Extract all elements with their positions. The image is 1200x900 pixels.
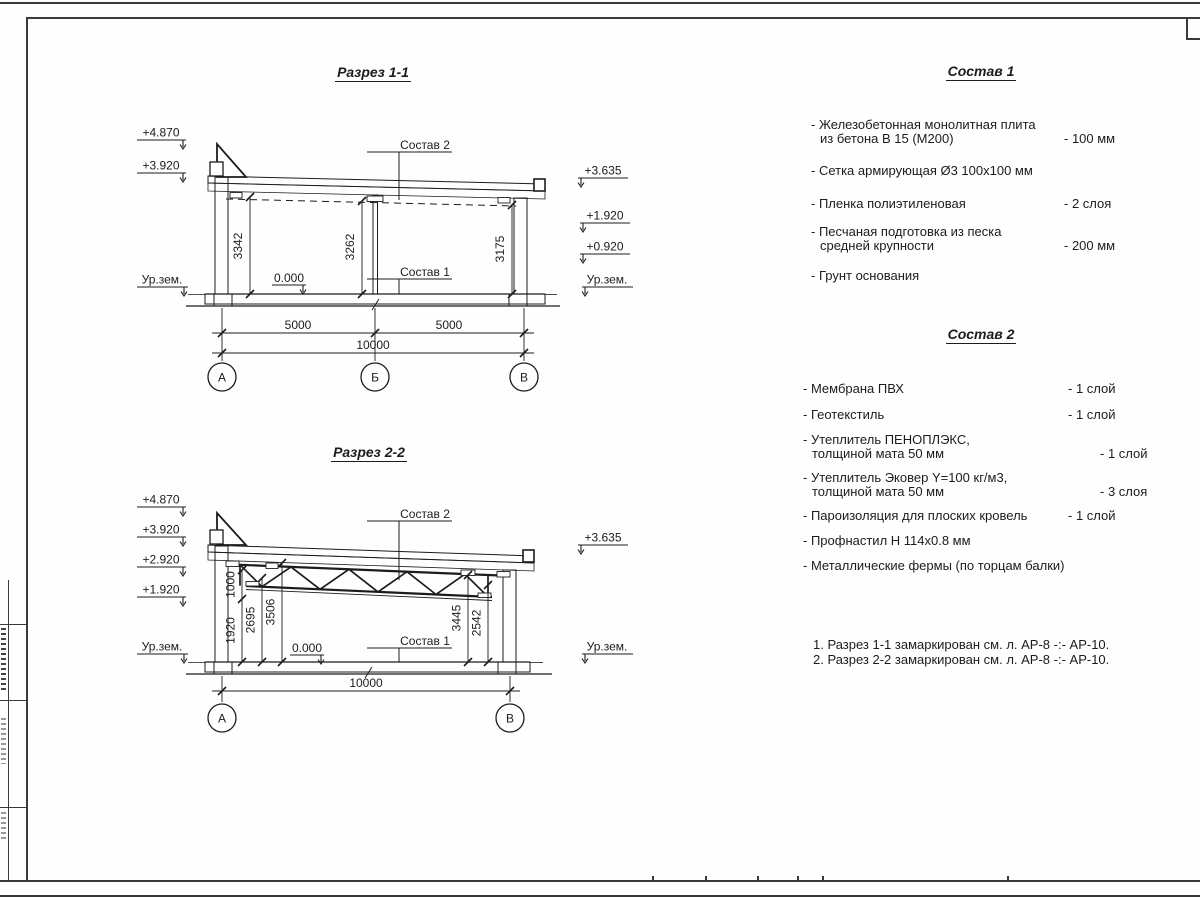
spec1-title: Состав 1 [947, 63, 1015, 79]
stamp-cell-line-3 [0, 807, 26, 808]
spec-item-qty: - 1 слой [1068, 508, 1116, 523]
spec-item-qty: - 1 слой [1068, 381, 1116, 396]
elevation-label: +3.635 [584, 530, 622, 545]
s2-dim-2542: 2542 [469, 609, 484, 637]
spec-item-qty: - 3 слоя [1100, 484, 1148, 499]
titleblock-tick [757, 876, 759, 881]
elevation-label: +1.920 [142, 582, 180, 597]
spec-item-text: - Утеплитель ПЕНОПЛЭКС, [803, 432, 970, 447]
note-line-1: 1. Разрез 1-1 замаркирован см. л. АР-8 -:- АР-10. [813, 637, 1110, 652]
s2-zero-level: 0.000 [291, 641, 323, 655]
stamp-cell-line-2 [0, 700, 26, 701]
s2-leader-floor-label: Состав 1 [400, 634, 450, 648]
s2-elevation-marks [137, 493, 633, 664]
section-1-title: Разрез 1-1 [337, 64, 409, 80]
spec-item-text: толщиной мата 50 мм [812, 446, 945, 461]
ground-level-label: Ур.зем. [586, 639, 628, 654]
spec-item-text: - Геотекстиль [803, 407, 885, 422]
axis-label-a: А [217, 711, 227, 726]
spec-item-text: - Профнастил Н 114х0.8 мм [803, 533, 971, 548]
corner-box-left [1186, 17, 1188, 39]
elevation-label: +4.870 [142, 125, 180, 140]
elevation-label: +3.635 [584, 163, 622, 178]
s1-dim-3175: 3175 [493, 235, 507, 263]
s2-dim-10000: 10000 [349, 676, 383, 690]
s1-leader-roof-label: Состав 2 [400, 138, 450, 152]
s1-leader-floor-label: Состав 1 [400, 265, 450, 279]
ground-level-label: Ур.зем. [141, 272, 183, 287]
elevation-label: +0.920 [586, 239, 624, 254]
axis-label-a: А [217, 370, 227, 385]
spec-item-text: - Железобетонная монолитная плита [811, 117, 1036, 132]
spec-item-text: - Металлические фермы (по торцам балки) [803, 558, 1065, 573]
spec-item-text: - Песчаная подготовка из песка [811, 224, 1002, 239]
stamp-vertical-text-sliver [1, 812, 6, 842]
spec-item-text: - Пленка полиэтиленовая [811, 196, 966, 211]
s2-structure [186, 513, 552, 678]
s2-axis-bubbles [208, 704, 524, 732]
spec-item-qty: - 100 мм [1064, 131, 1116, 146]
s2-truss [223, 561, 510, 601]
section-2-drawing [125, 430, 675, 740]
s2-dim-1000: 1000 [223, 571, 238, 598]
paper-bottom-edge [0, 895, 1200, 897]
stamp-cell-line-1 [0, 624, 26, 625]
titleblock-tick [822, 876, 824, 881]
elevation-label: +4.870 [142, 492, 180, 507]
stamp-vertical-text-sliver [1, 628, 6, 692]
elevation-label: +1.920 [586, 208, 624, 223]
s1-span-dimensions [212, 308, 534, 361]
section-1-drawing [125, 55, 675, 405]
spec-item-text: толщиной мата 50 мм [812, 484, 945, 499]
spec-item-text: - Сетка армирующая Ø3 100х100 мм [811, 163, 1033, 178]
paper-top-edge [0, 2, 1200, 4]
spec-item-text: средней крупности [820, 238, 934, 253]
frame-left [26, 17, 28, 881]
s2-span-dimensions [212, 676, 520, 702]
ground-level-label: Ур.зем. [586, 272, 628, 287]
s1-dim-5000-right: 5000 [435, 318, 463, 332]
spec-item-qty: - 1 слой [1068, 407, 1116, 422]
stamp-vertical-text-sliver [1, 718, 6, 764]
s2-leader-roof-label: Состав 2 [400, 507, 450, 521]
spec-item-text: - Пароизоляция для плоских кровель [803, 508, 1028, 523]
elevation-label: +3.920 [142, 522, 180, 537]
titleblock-tick [652, 876, 654, 881]
s2-dim-2695: 2695 [243, 606, 258, 634]
corner-box-bottom [1186, 38, 1200, 40]
note-line-2: 2. Разрез 2-2 замаркирован см. л. АР-8 -:- АР-10. [813, 652, 1110, 667]
titleblock-tick [705, 876, 707, 881]
spec-item-qty: - 2 слоя [1064, 196, 1112, 211]
s1-dim-10000: 10000 [356, 338, 390, 352]
s2-dim-1920: 1920 [223, 617, 238, 644]
ground-level-label: Ур.зем. [141, 639, 183, 654]
spec-item-text: из бетона В 15 (М200) [820, 131, 954, 146]
section-2-title: Разрез 2-2 [333, 444, 405, 460]
spec-item-text: - Грунт основания [811, 268, 920, 283]
spec-item-text: - Утеплитель Эковер Y=100 кг/м3, [803, 470, 1008, 485]
s1-zero-level: 0.000 [273, 271, 305, 285]
elevation-label: +2.920 [142, 552, 180, 567]
elevation-label: +3.920 [142, 158, 180, 173]
axis-label-v: В [519, 370, 529, 385]
spec2-title: Состав 2 [947, 326, 1015, 342]
s1-axis-bubbles [208, 363, 538, 391]
s2-dim-3506: 3506 [263, 598, 278, 626]
spec-item-qty: - 1 слой [1100, 446, 1148, 461]
s1-dim-5000-left: 5000 [284, 318, 312, 332]
axis-label-v: В [505, 711, 515, 726]
frame-bottom [0, 880, 1200, 882]
axis-label-b: Б [371, 370, 379, 385]
spec-item-qty: - 200 мм [1064, 238, 1116, 253]
s1-elevation-marks [137, 126, 633, 297]
s1-dim-3262: 3262 [343, 233, 357, 261]
titleblock-tick [1007, 876, 1009, 881]
spec-item-text: - Мембрана ПВХ [803, 381, 904, 396]
s1-structure [186, 144, 560, 310]
frame-top [26, 17, 1200, 19]
s2-dim-3445: 3445 [449, 604, 464, 632]
titleblock-tick [797, 876, 799, 881]
s1-dim-3342: 3342 [231, 232, 245, 260]
